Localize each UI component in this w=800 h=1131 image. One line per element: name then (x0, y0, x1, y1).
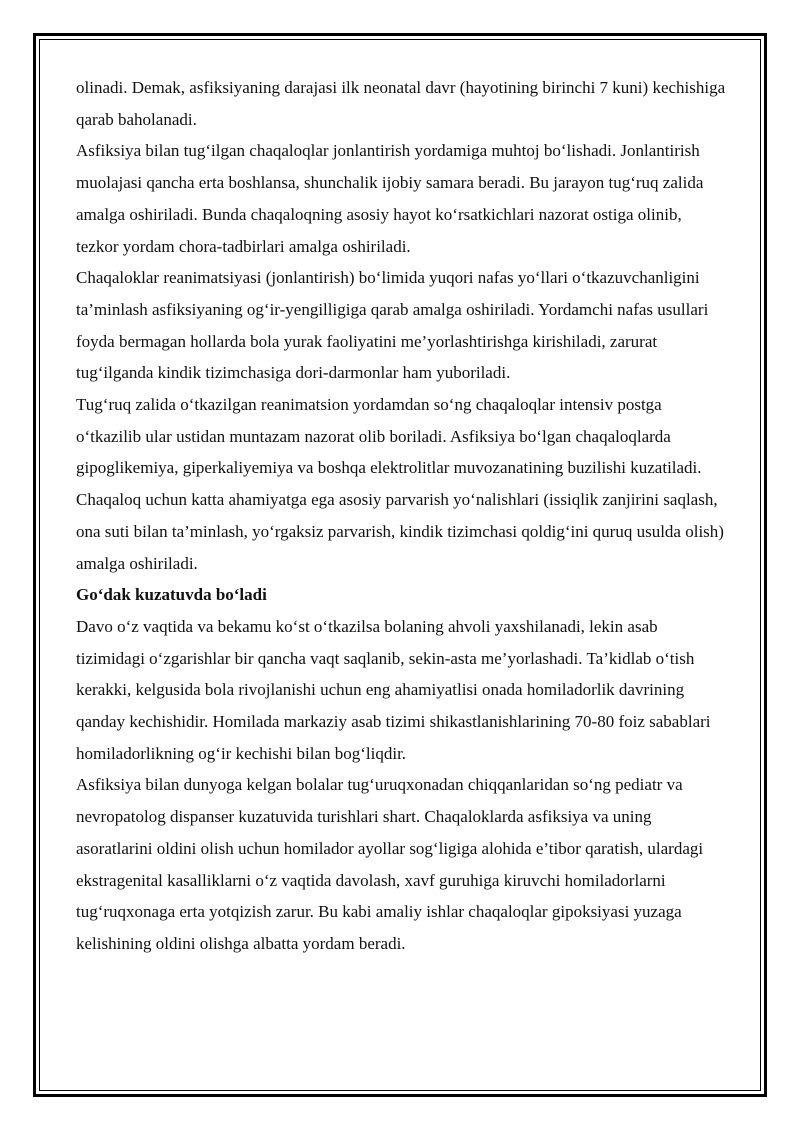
paragraph-4: Tug‘ruq zalida o‘tkazilgan reanimatsion yordamdan so‘ng chaqaloqlar intensiv postga o‘tkazilib ular ustidan muntazam nazorat olib boriladi. Asfiksiya bo‘lgan chaqaloqlarda gipoglikemiya, giperkaliyemiya va boshqa elektrolitlar muvozanatining buzilishi kuzatiladi. Chaqaloq uchun katta ahamiyatga ega asosiy parvarish yo‘nalishlari (issiqlik zanjirini saqlash, ona suti bilan ta’minlash, yo‘rgaksiz parvarish, kindik tizimchasi qoldig‘ini quruq usulda olish) amalga oshiriladi. (76, 395, 724, 573)
paragraph-5: Davo o‘z vaqtida va bekamu ko‘st o‘tkazilsa bolaning ahvoli yaxshilanadi, lekin asab tizimidagi o‘zgarishlar bir qancha vaqt saqlanib, sekin-asta me’yorlashadi. Ta’kidlab o‘tish kerakki, kelgusida bola rivojlanishi uchun eng ahamiyatlisi onada homiladorlik davrining qanday kechishidir. Homilada markaziy asab tizimi shikastlanishlarining 70-80 foiz sabablari homiladorlikning og‘ir kechishi bilan bog‘liqdir. (76, 616, 711, 763)
paragraph-3: Chaqaloklar reanimatsiyasi (jonlantirish) bo‘limida yuqori nafas yo‘llari o‘tkazuvchanligini ta’minlash asfiksiyaning og‘ir-yengilligiga qarab amalga oshiriladi. Yordamchi nafas usullari foyda bermagan hollarda bola yurak faoliyatini me’yorlashtirishga kirishiladi, zarurat tug‘ilganda kindik tizimchasiga dori-darmonlar ham yuboriladi. (76, 268, 709, 383)
paragraph-1: olinadi. Demak, asfiksiyaning darajasi ilk neonatal davr (hayotining birinchi 7 kuni) kechishiga qarab baholanadi. (76, 78, 726, 129)
document-body (76, 72, 726, 960)
section-heading: Go‘dak kuzatuvda bo‘ladi (76, 585, 267, 605)
paragraph-6: Asfiksiya bilan dunyoga kelgan bolalar tug‘uruqxonadan chiqqanlaridan so‘ng pediatr va nevropatolog dispanser kuzatuvida turishlari shart. Chaqaloklarda asfiksiya va uning asoratlarini oldini olish uchun homilador ayollar sog‘ligiga alohida e’tibor qaratish, ulardagi ekstragenital kasalliklarni o‘z vaqtida davolash, xavf guruhiga kiruvchi homiladorlarni tug‘ruqxonaga erta yotqizish zarur. Bu kabi amaliy ishlar chaqaloqlar gipoksiyasi yuzaga kelishining oldini olishga albatta yordam beradi. (76, 775, 704, 953)
paragraph-2: Asfiksiya bilan tug‘ilgan chaqaloqlar jonlantirish yordamiga muhtoj bo‘lishadi. Jonlantirish muolajasi qancha erta boshlansa, shunchalik ijobiy samara beradi. Bu jarayon tug‘ruq zalida amalga oshiriladi. Bunda chaqaloqning asosiy hayot ko‘rsatkichlari nazorat ostiga olinib, tezkor yordam chora-tadbirlari amalga oshiriladi. (76, 141, 704, 256)
